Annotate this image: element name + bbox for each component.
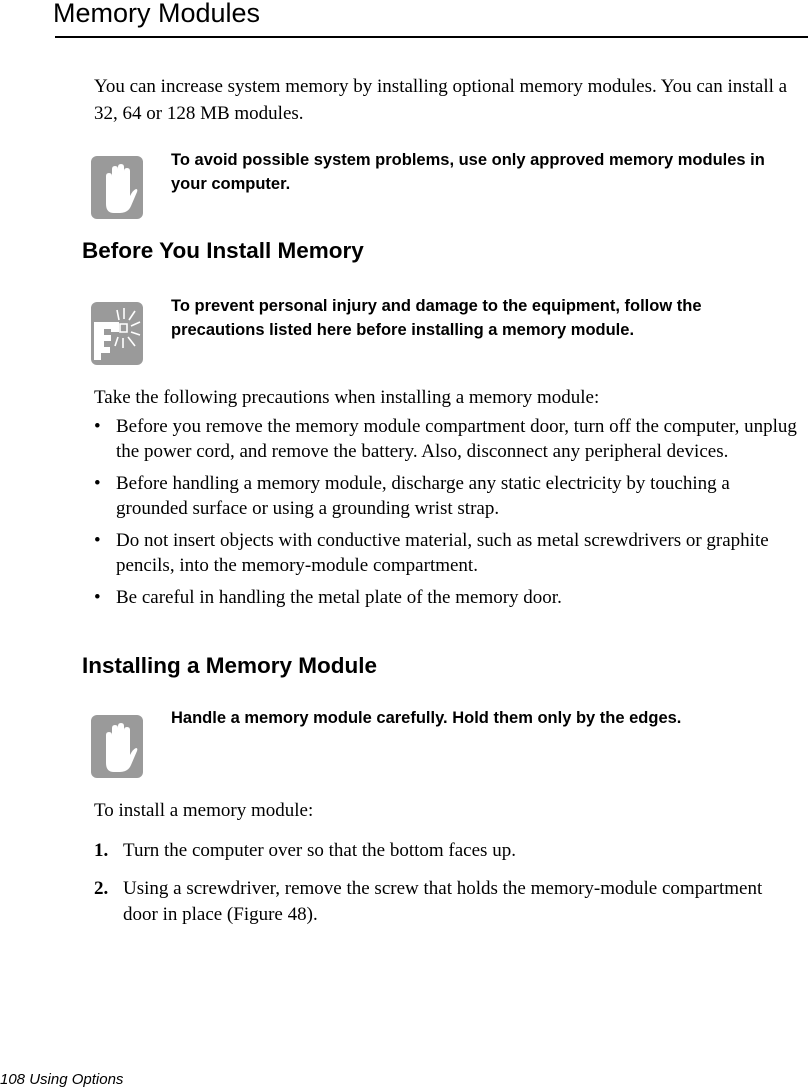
- warning-precautions: To prevent personal injury and damage to the equipment, follow the precautions listed here before installing a memory module.: [171, 297, 702, 339]
- precautions-list: [94, 414, 804, 617]
- bullet-symbol: •: [94, 473, 101, 494]
- step-number: 1.: [94, 840, 109, 861]
- shock-hazard-icon: [91, 302, 143, 365]
- stop-hand-icon: [91, 156, 143, 219]
- bullet-symbol: •: [94, 530, 101, 551]
- intro-paragraph: You can increase system memory by installing optional memory modules. You can install a 32, 64 or 128 MB modules.: [94, 76, 788, 124]
- list-item: [94, 876, 774, 928]
- bullet-text: Before you remove the memory module compartment door, turn off the computer, unplug the power cord, and remove the battery. Also, disconnect any peripheral devices.: [116, 416, 797, 462]
- page-footer: 108 Using Options: [0, 1071, 124, 1088]
- list-item: [94, 838, 774, 864]
- list-item: [94, 471, 804, 521]
- bullet-text: Be careful in handling the metal plate of the memory door.: [116, 587, 562, 608]
- bullet-symbol: •: [94, 416, 101, 437]
- list-item: [94, 585, 804, 610]
- bullet-text: Before handling a memory module, discharge any static electricity by touching a grounded surface or using a grounding wrist strap.: [116, 473, 730, 519]
- page-title: Memory Modules: [53, 0, 261, 28]
- install-lead: To install a memory module:: [94, 800, 314, 821]
- note-handle-carefully: Handle a memory module carefully. Hold them only by the edges.: [171, 709, 682, 727]
- install-steps: [94, 838, 774, 940]
- heading-installing-module: Installing a Memory Module: [82, 653, 378, 678]
- step-text: Using a screwdriver, remove the screw that holds the memory-module compartment door in place (Figure 48).: [123, 878, 763, 925]
- heading-before-install: Before You Install Memory: [82, 238, 364, 263]
- precautions-lead: Take the following precautions when installing a memory module:: [94, 387, 600, 408]
- bullet-symbol: •: [94, 587, 101, 608]
- list-item: [94, 414, 804, 464]
- title-rule: [55, 36, 808, 38]
- stop-hand-icon: [91, 715, 143, 778]
- bullet-text: Do not insert objects with conductive material, such as metal screwdrivers or graphite pencils, into the memory-module compartment.: [116, 530, 769, 576]
- list-item: [94, 528, 804, 578]
- step-number: 2.: [94, 878, 109, 899]
- step-text: Turn the computer over so that the bottom faces up.: [123, 840, 516, 861]
- note-approved-memory: To avoid possible system problems, use only approved memory modules in your computer.: [171, 151, 765, 193]
